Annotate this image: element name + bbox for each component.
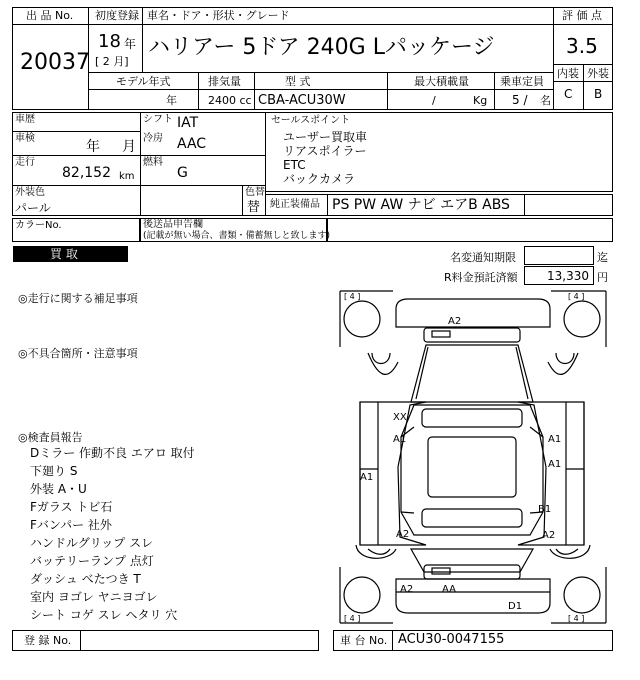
exterior-grade: B [594, 87, 603, 101]
capacity: 5 / [512, 93, 528, 107]
name-change-box [524, 246, 594, 265]
type-label: 型 式 [285, 75, 311, 88]
windshield [422, 409, 522, 427]
rear-window [422, 509, 522, 527]
inspection-month: 月 [122, 139, 136, 155]
car-label: 車名・ドア・形状・グレード [147, 9, 290, 22]
roof [428, 437, 516, 497]
damage-mark-left-front-door: A1 [360, 472, 374, 483]
max-load: / [432, 94, 436, 107]
damage-mark-rear-bumper-bottom: D1 [508, 601, 523, 612]
color-change-value: 替 [247, 200, 261, 215]
post-doc-entry [327, 218, 613, 242]
recycle-value: 13,330 [547, 269, 589, 283]
damage-mark-right-rear-door: A2 [542, 530, 556, 541]
inspector-line: 下廻り S [30, 464, 78, 478]
grade-score: 3.5 [566, 34, 598, 58]
max-load-unit: Kg [473, 94, 488, 107]
hood-outline [411, 345, 533, 402]
chassis-number: ACU30-0047155 [398, 632, 505, 647]
inspector-line: シート コゲ スレ ヘタリ 穴 [30, 608, 178, 622]
capacity-unit: 名 [540, 94, 551, 107]
max-load-label: 最大積載量 [414, 75, 469, 88]
body-outline-right [518, 402, 584, 545]
rear-left-wheel [344, 577, 380, 613]
rear-right-wheel [564, 577, 600, 613]
corner-tag-front-left: [ 4 ] [344, 292, 361, 301]
shift-value: IAT [177, 115, 199, 131]
reg-no-label: 登 録 No. [24, 634, 72, 647]
color-no-label: カラーNo. [15, 220, 62, 231]
damage-mark-right-rear-door-top: B1 [538, 504, 552, 515]
rear-outline [411, 549, 533, 572]
reg-year: 18 [98, 31, 121, 52]
sales-point: ユーザー買取車 [283, 130, 368, 144]
damage-mark-left-rear-door: A2 [396, 529, 410, 540]
damage-mark-left-fender-top: XX [393, 412, 407, 423]
equipment-label: 純正装備品 [270, 199, 320, 210]
damage-mark-front-bumper: A2 [448, 316, 462, 327]
exterior-label: 外装 [587, 67, 609, 80]
mileage-value: 82,152 [62, 165, 111, 181]
recycle-unit: 円 [597, 271, 608, 284]
purchase-tag-text: 買 取 [50, 247, 78, 261]
displacement: 2400 cc [208, 94, 252, 107]
inspector-line: 室内 ヨゴレ ヤニヨゴレ [30, 590, 158, 604]
inspector-line: ダッシュ べたつき T [30, 572, 141, 586]
model-year-unit: 年 [166, 94, 177, 107]
displacement-label: 排気量 [208, 75, 241, 88]
corner-tag-rear-left: [ 4 ] [344, 614, 361, 623]
model-year-label: モデル年式 [116, 75, 171, 88]
sales-point: バックカメラ [283, 172, 356, 186]
sales-point: ETC [283, 158, 306, 172]
interior-grade: C [564, 87, 573, 101]
corner-tag-rear-right: [ 4 ] [568, 614, 585, 623]
year-unit: 年 [124, 37, 137, 51]
name-change-unit: 迄 [597, 251, 608, 264]
inspector-line: ハンドルグリップ スレ [30, 536, 154, 550]
inspector-header: ◎検査員報告 [18, 431, 83, 444]
reg-month: [ 2 月] [95, 55, 129, 68]
ac-label: 冷房 [143, 133, 163, 144]
front-left-wheel [344, 301, 380, 337]
ext-color-label: 外装色 [15, 187, 45, 198]
color-change-label: 色替 [245, 187, 265, 198]
inspector-line: Fバンパー 社外 [30, 518, 112, 532]
post-doc-note: (記載が無い場合、書類・備蓄無しと致します) [143, 231, 331, 241]
chassis-label: 車 台 No. [340, 634, 388, 647]
equipment-value: PS PW AW ナビ エアB ABS [332, 197, 510, 213]
capacity-label: 乗車定員 [500, 75, 544, 88]
front-right-wheel [564, 301, 600, 337]
inspector-line: 外装 A・U [30, 482, 87, 496]
sales-point: リアスポイラー [283, 144, 367, 158]
ext-color-value: パール [15, 201, 51, 215]
damage-mark-right-front-door: A1 [548, 459, 562, 470]
lot-label: 出 品 No. [26, 9, 74, 22]
inspector-line: バッテリーランプ 点灯 [30, 554, 154, 568]
front-bumper-outline [396, 299, 550, 327]
damage-mark-rear-bumper-mid: AA [442, 584, 456, 595]
post-doc-label: 後送品申告欄 [143, 219, 203, 230]
driving-notes-header: ◎走行に関する補足事項 [18, 292, 138, 305]
defects-header: ◎不具合箇所・注意事項 [18, 347, 138, 360]
damage-mark-rear-bumper-left: A2 [400, 584, 414, 595]
inspection-label: 車検 [15, 133, 35, 144]
fuel-label: 燃料 [143, 157, 163, 168]
damage-mark-right-fender: A1 [548, 434, 562, 445]
mileage-unit: km [119, 171, 135, 182]
rear-bumper-outline [396, 579, 550, 613]
name-change-label: 名変通知期限 [450, 251, 516, 264]
first-reg-label: 初度登録 [95, 9, 139, 22]
sales-points-label: セールスポイント [271, 115, 351, 126]
ac-value: AAC [177, 136, 207, 152]
damage-mark-left-fender: A1 [393, 434, 407, 445]
fuel-value: G [177, 165, 188, 181]
interior-label: 内装 [557, 67, 579, 80]
mileage-label: 走行 [15, 157, 35, 168]
grade-label: 評 価 点 [562, 9, 602, 22]
lot-number: 20037 [20, 50, 90, 75]
shift-label: シフト [143, 114, 173, 125]
inspection-year: 年 [86, 139, 100, 155]
recycle-label: R料金預託済額 [444, 271, 518, 284]
inspector-line: Fガラス トビ石 [30, 500, 113, 514]
corner-tag-front-right: [ 4 ] [568, 292, 585, 301]
car-name: ハリアー 5ドア 240G Lパッケージ [148, 35, 495, 60]
car-damage-diagram [338, 287, 608, 627]
history-label: 車歴 [15, 114, 35, 125]
model-type: CBA-ACU30W [258, 93, 346, 108]
inspector-line: Dミラー 作動不良 エアロ 取付 [30, 446, 195, 460]
